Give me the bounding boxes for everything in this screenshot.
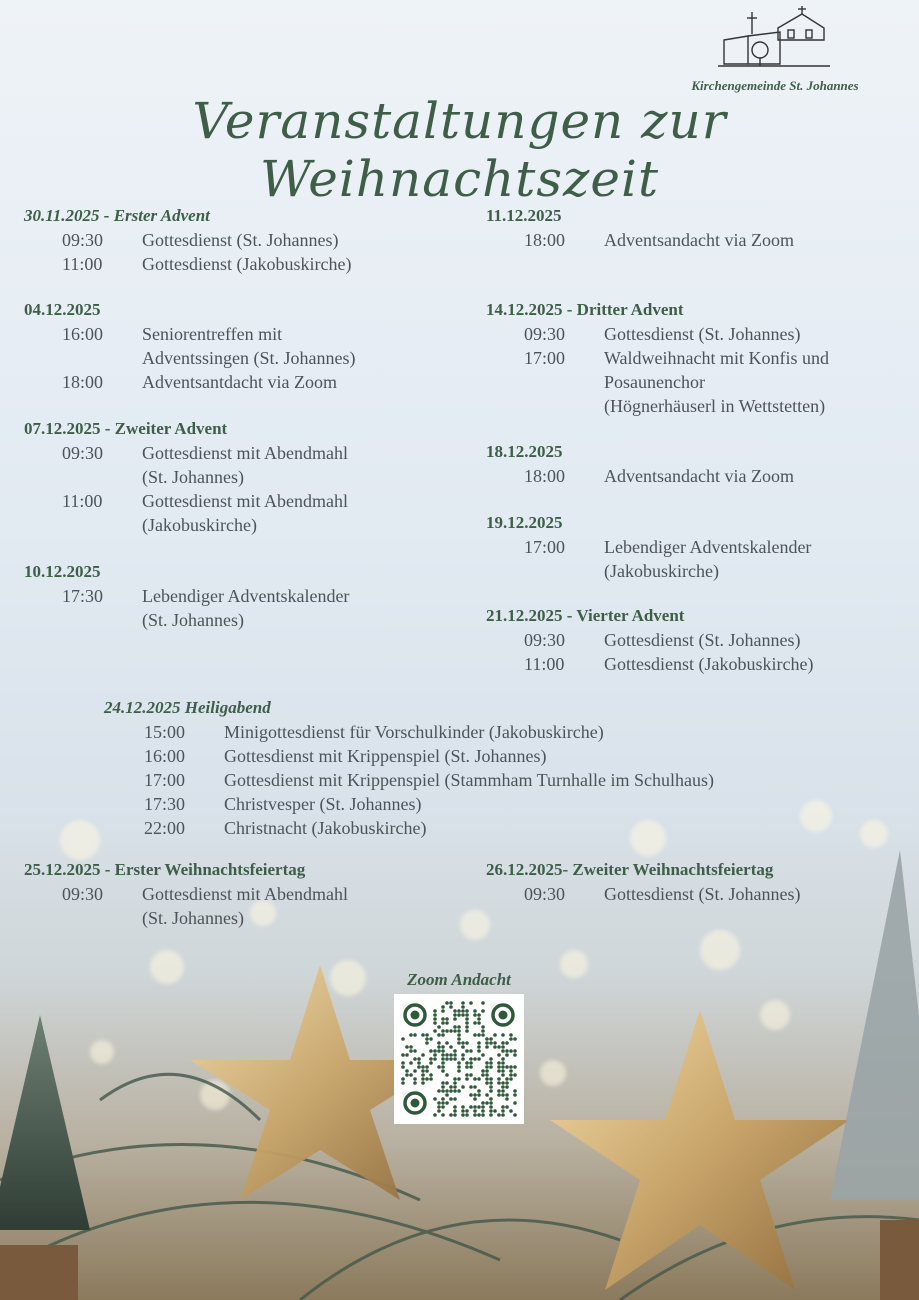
event-date: 07.12.2025 - Zweiter Advent: [24, 419, 228, 438]
event-date: 24.12.2025 Heiligabend: [104, 698, 271, 717]
event-row: 18:00 Adventsandacht via Zoom: [524, 466, 794, 486]
event-row: 18:00 Adventsantdacht via Zoom: [62, 372, 337, 392]
event-row: 22:00 Christnacht (Jakobuskirche): [144, 818, 427, 838]
event-date: 11.12.2025: [486, 206, 562, 225]
event-day-christmas-eve: [104, 696, 714, 840]
church-logo-icon: [718, 6, 830, 70]
event-row: 17:30 Lebendiger Adventskalender (St. Johannes): [62, 586, 350, 630]
event-day: [24, 298, 355, 394]
event-date: 19.12.2025: [486, 513, 563, 532]
event-row: 17:00 Gottesdienst mit Krippenspiel (Stammham Turnhalle im Schulhaus): [144, 770, 714, 790]
event-row: 16:00 Seniorentreffen mit Adventssingen (St. Johannes): [62, 324, 356, 368]
event-date: 30.11.2025 - Erster Advent: [24, 206, 210, 225]
event-row: 09:30 Gottesdienst (St. Johannes): [524, 630, 801, 650]
event-row: 11:00 Gottesdienst (Jakobuskirche): [524, 654, 814, 674]
event-row: 17:00 Waldweihnacht mit Konfis und Posaunenchor (Högnerhäuserl in Wettstetten): [524, 348, 830, 416]
qr-label: Zoom Andacht: [407, 970, 511, 989]
event-day: [486, 204, 794, 252]
event-row: 15:00 Minigottesdienst für Vorschulkinder (Jakobuskirche): [144, 722, 604, 742]
event-date: 21.12.2025 - Vierter Advent: [486, 606, 685, 625]
event-day: [486, 858, 800, 906]
event-row: 18:00 Adventsandacht via Zoom: [524, 230, 794, 250]
event-day: [24, 858, 348, 930]
organization-name: Kirchengemeinde St. Johannes: [691, 78, 859, 93]
event-date: 18.12.2025: [486, 442, 563, 461]
event-date: 10.12.2025: [24, 562, 101, 581]
qr-code-icon[interactable]: [394, 994, 524, 1124]
event-row: 16:00 Gottesdienst mit Krippenspiel (St. Johannes): [144, 746, 547, 766]
event-day: [24, 560, 349, 632]
event-row: 17:00 Lebendiger Adventskalender (Jakobuskirche): [524, 537, 812, 581]
page-title: Veranstaltungen zur Weihnachtszeit: [192, 92, 727, 208]
event-row: 17:30 Christvesper (St. Johannes): [144, 794, 422, 814]
event-day: [24, 417, 348, 537]
event-day: [486, 440, 794, 488]
event-date: 04.12.2025: [24, 300, 101, 319]
event-date: 26.12.2025- Zweiter Weihnachtsfeiertag: [486, 860, 774, 879]
event-date: 14.12.2025 - Dritter Advent: [486, 300, 684, 319]
event-row: 09:30 Gottesdienst (St. Johannes): [524, 884, 801, 904]
event-row: 11:00 Gottesdienst mit Abendmahl (Jakobuskirche): [62, 491, 348, 535]
event-row: 11:00 Gottesdienst (Jakobuskirche): [62, 254, 352, 274]
event-day: [24, 204, 351, 276]
event-day: [486, 604, 813, 676]
event-row: 09:30 Gottesdienst (St. Johannes): [524, 324, 801, 344]
event-day: [486, 511, 811, 583]
event-day: [486, 298, 829, 418]
event-row: 09:30 Gottesdienst (St. Johannes): [62, 230, 339, 250]
event-row: 09:30 Gottesdienst mit Abendmahl (St. Johannes): [62, 884, 348, 928]
event-date: 25.12.2025 - Erster Weihnachtsfeiertag: [24, 860, 306, 879]
event-row: 09:30 Gottesdienst mit Abendmahl (St. Johannes): [62, 443, 348, 487]
